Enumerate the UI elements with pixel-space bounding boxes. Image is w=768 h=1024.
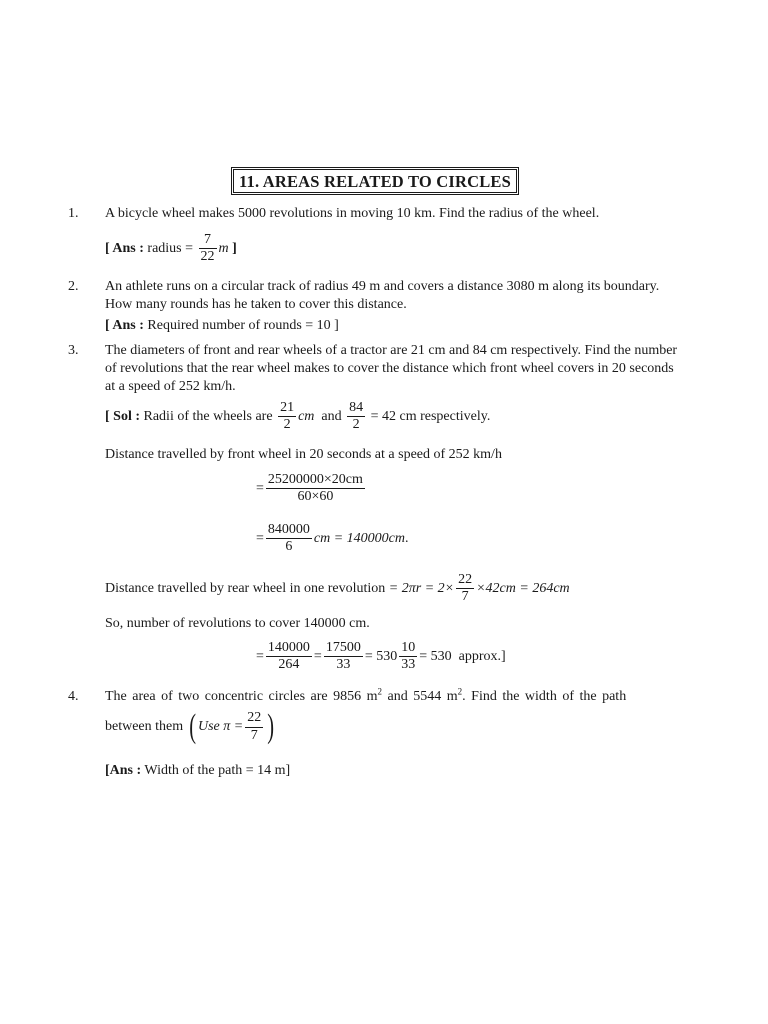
fraction-numerator: 10: [401, 640, 416, 655]
equation-1: = $\frac{25200000\times 20cm}{60\times 60}$: [256, 472, 363, 505]
fraction-denominator: 2: [347, 416, 365, 433]
rear-fraction: [456, 572, 474, 605]
fraction-denominator: 33: [324, 656, 363, 673]
equation-2-tail: cm = 140000cm: [313, 530, 406, 546]
left-paren: (: [188, 708, 196, 745]
answer-1-fraction: [199, 232, 217, 265]
pi-fraction: [245, 710, 263, 743]
question-number-4: 4.: [68, 689, 79, 704]
distance-rear-text: Distance travelled by rear wheel in one revolution: [105, 580, 386, 596]
fraction-numerator: 21: [280, 400, 295, 415]
solution-label: [ Sol :: [105, 408, 140, 424]
right-paren: ): [267, 708, 275, 745]
question-1-text: A bicycle wheel makes 5000 revolutions in moving 10 km. Find the radius of the wheel.: [105, 206, 600, 221]
question-3-line-3: at a speed of 252 km/h.: [105, 379, 236, 394]
fraction-denominator: 22: [200, 249, 215, 265]
fraction-numerator: 22: [247, 710, 262, 726]
chapter-title: 11. AREAS RELATED TO CIRCLES: [231, 167, 519, 195]
rear-equation-end: ×42cm = 264cm: [476, 580, 570, 596]
equation-3-approx: approx.]: [458, 648, 506, 664]
distance-front-text: Distance travelled by front wheel in 20 seconds at a speed of 252 km/h: [105, 447, 502, 462]
equation-2-fraction: [266, 522, 312, 555]
solution-3-radii: [105, 400, 490, 433]
answer-2-label: [ Ans :: [105, 318, 144, 333]
equation-3: = $\frac{140000}{264}$ = $\frac{17500}{33}$ = 530 $\frac{10}{33}$ = 530 approx.]: [256, 640, 506, 673]
answer-1-close: ]: [232, 240, 237, 256]
radius-front-fraction: [278, 400, 296, 433]
answer-4-label: [Ans :: [105, 763, 142, 778]
fraction-denominator: 6: [266, 538, 312, 555]
superscript-2: 2: [377, 686, 383, 697]
question-number-1: 1.: [68, 206, 79, 221]
answer-2: [105, 317, 339, 335]
question-4-text-b: and 5544 m: [382, 689, 458, 704]
fraction-numerator: 7: [204, 232, 212, 247]
question-2-line-2: How many rounds has he taken to cover this distance.: [105, 297, 407, 312]
period: .: [405, 530, 409, 546]
radius-rear-tail: = 42 cm respectively.: [370, 408, 491, 424]
question-4-text-a: The area of two concentric circles are 9856 m: [105, 689, 378, 704]
equation-3-fraction-c: [399, 640, 417, 673]
radius-rear-fraction: [347, 400, 365, 433]
fraction-numerator: 840000: [267, 522, 310, 537]
fraction-denominator: 2: [278, 416, 296, 433]
rear-equation-start: = 2πr = 2×: [388, 580, 455, 596]
between-text: between them: [105, 719, 184, 735]
superscript-2: 2: [457, 686, 463, 697]
equation-1-fraction: [266, 472, 365, 505]
fraction-denominator: 7: [245, 727, 263, 744]
answer-1-unit: m: [218, 240, 229, 256]
question-4-text-c: . Find the width of the path: [462, 689, 627, 704]
use-pi-text: Use π =: [197, 719, 244, 735]
distance-rear: [105, 572, 570, 605]
equation-3-fraction-b: [324, 640, 363, 673]
question-3-line-2: of revolutions that the rear wheel makes to cover the distance which front wheel covers in 20 seconds: [105, 361, 674, 376]
answer-4: [105, 762, 290, 780]
fraction-denominator: 264: [266, 656, 312, 673]
question-3-line-1: The diameters of front and rear wheels of a tractor are 21 cm and 84 cm respectively. Find the number: [105, 343, 678, 358]
unit-cm: cm: [298, 408, 315, 424]
fraction-numerator: 25200000×20cm: [267, 472, 363, 487]
equation-3-tail: = 530: [419, 648, 452, 664]
fraction-denominator: 60×60: [266, 488, 365, 505]
answer-1: [105, 232, 237, 265]
fraction-denominator: 7: [456, 588, 474, 605]
solution-text: Radii of the wheels are: [143, 408, 273, 424]
fraction-numerator: 140000: [267, 640, 310, 655]
equation-3-whole: = 530: [364, 648, 398, 664]
fraction-numerator: 84: [349, 400, 364, 415]
answer-4-text: Width of the path = 14 m]: [144, 763, 291, 778]
question-number-2: 2.: [68, 279, 79, 294]
question-number-3: 3.: [68, 343, 79, 358]
so-text: So, number of revolutions to cover 140000 cm.: [105, 616, 370, 631]
answer-1-label: [ Ans :: [105, 240, 144, 256]
equation-2: = $\frac{840000}{6}$ cm = 140000cm.: [256, 522, 409, 555]
fraction-numerator: 17500: [325, 640, 361, 655]
question-4-line-2: [105, 710, 277, 744]
question-4-line-1: [105, 688, 626, 706]
and-text: and: [321, 408, 342, 424]
answer-1-text: radius =: [147, 240, 194, 256]
question-2-line-1: An athlete runs on a circular track of radius 49 m and covers a distance 3080 m along its boundary.: [105, 279, 660, 294]
fraction-denominator: 33: [401, 657, 416, 673]
fraction-numerator: 22: [458, 572, 473, 587]
answer-2-text: Required number of rounds = 10 ]: [147, 318, 339, 333]
equation-3-fraction-a: [266, 640, 312, 673]
